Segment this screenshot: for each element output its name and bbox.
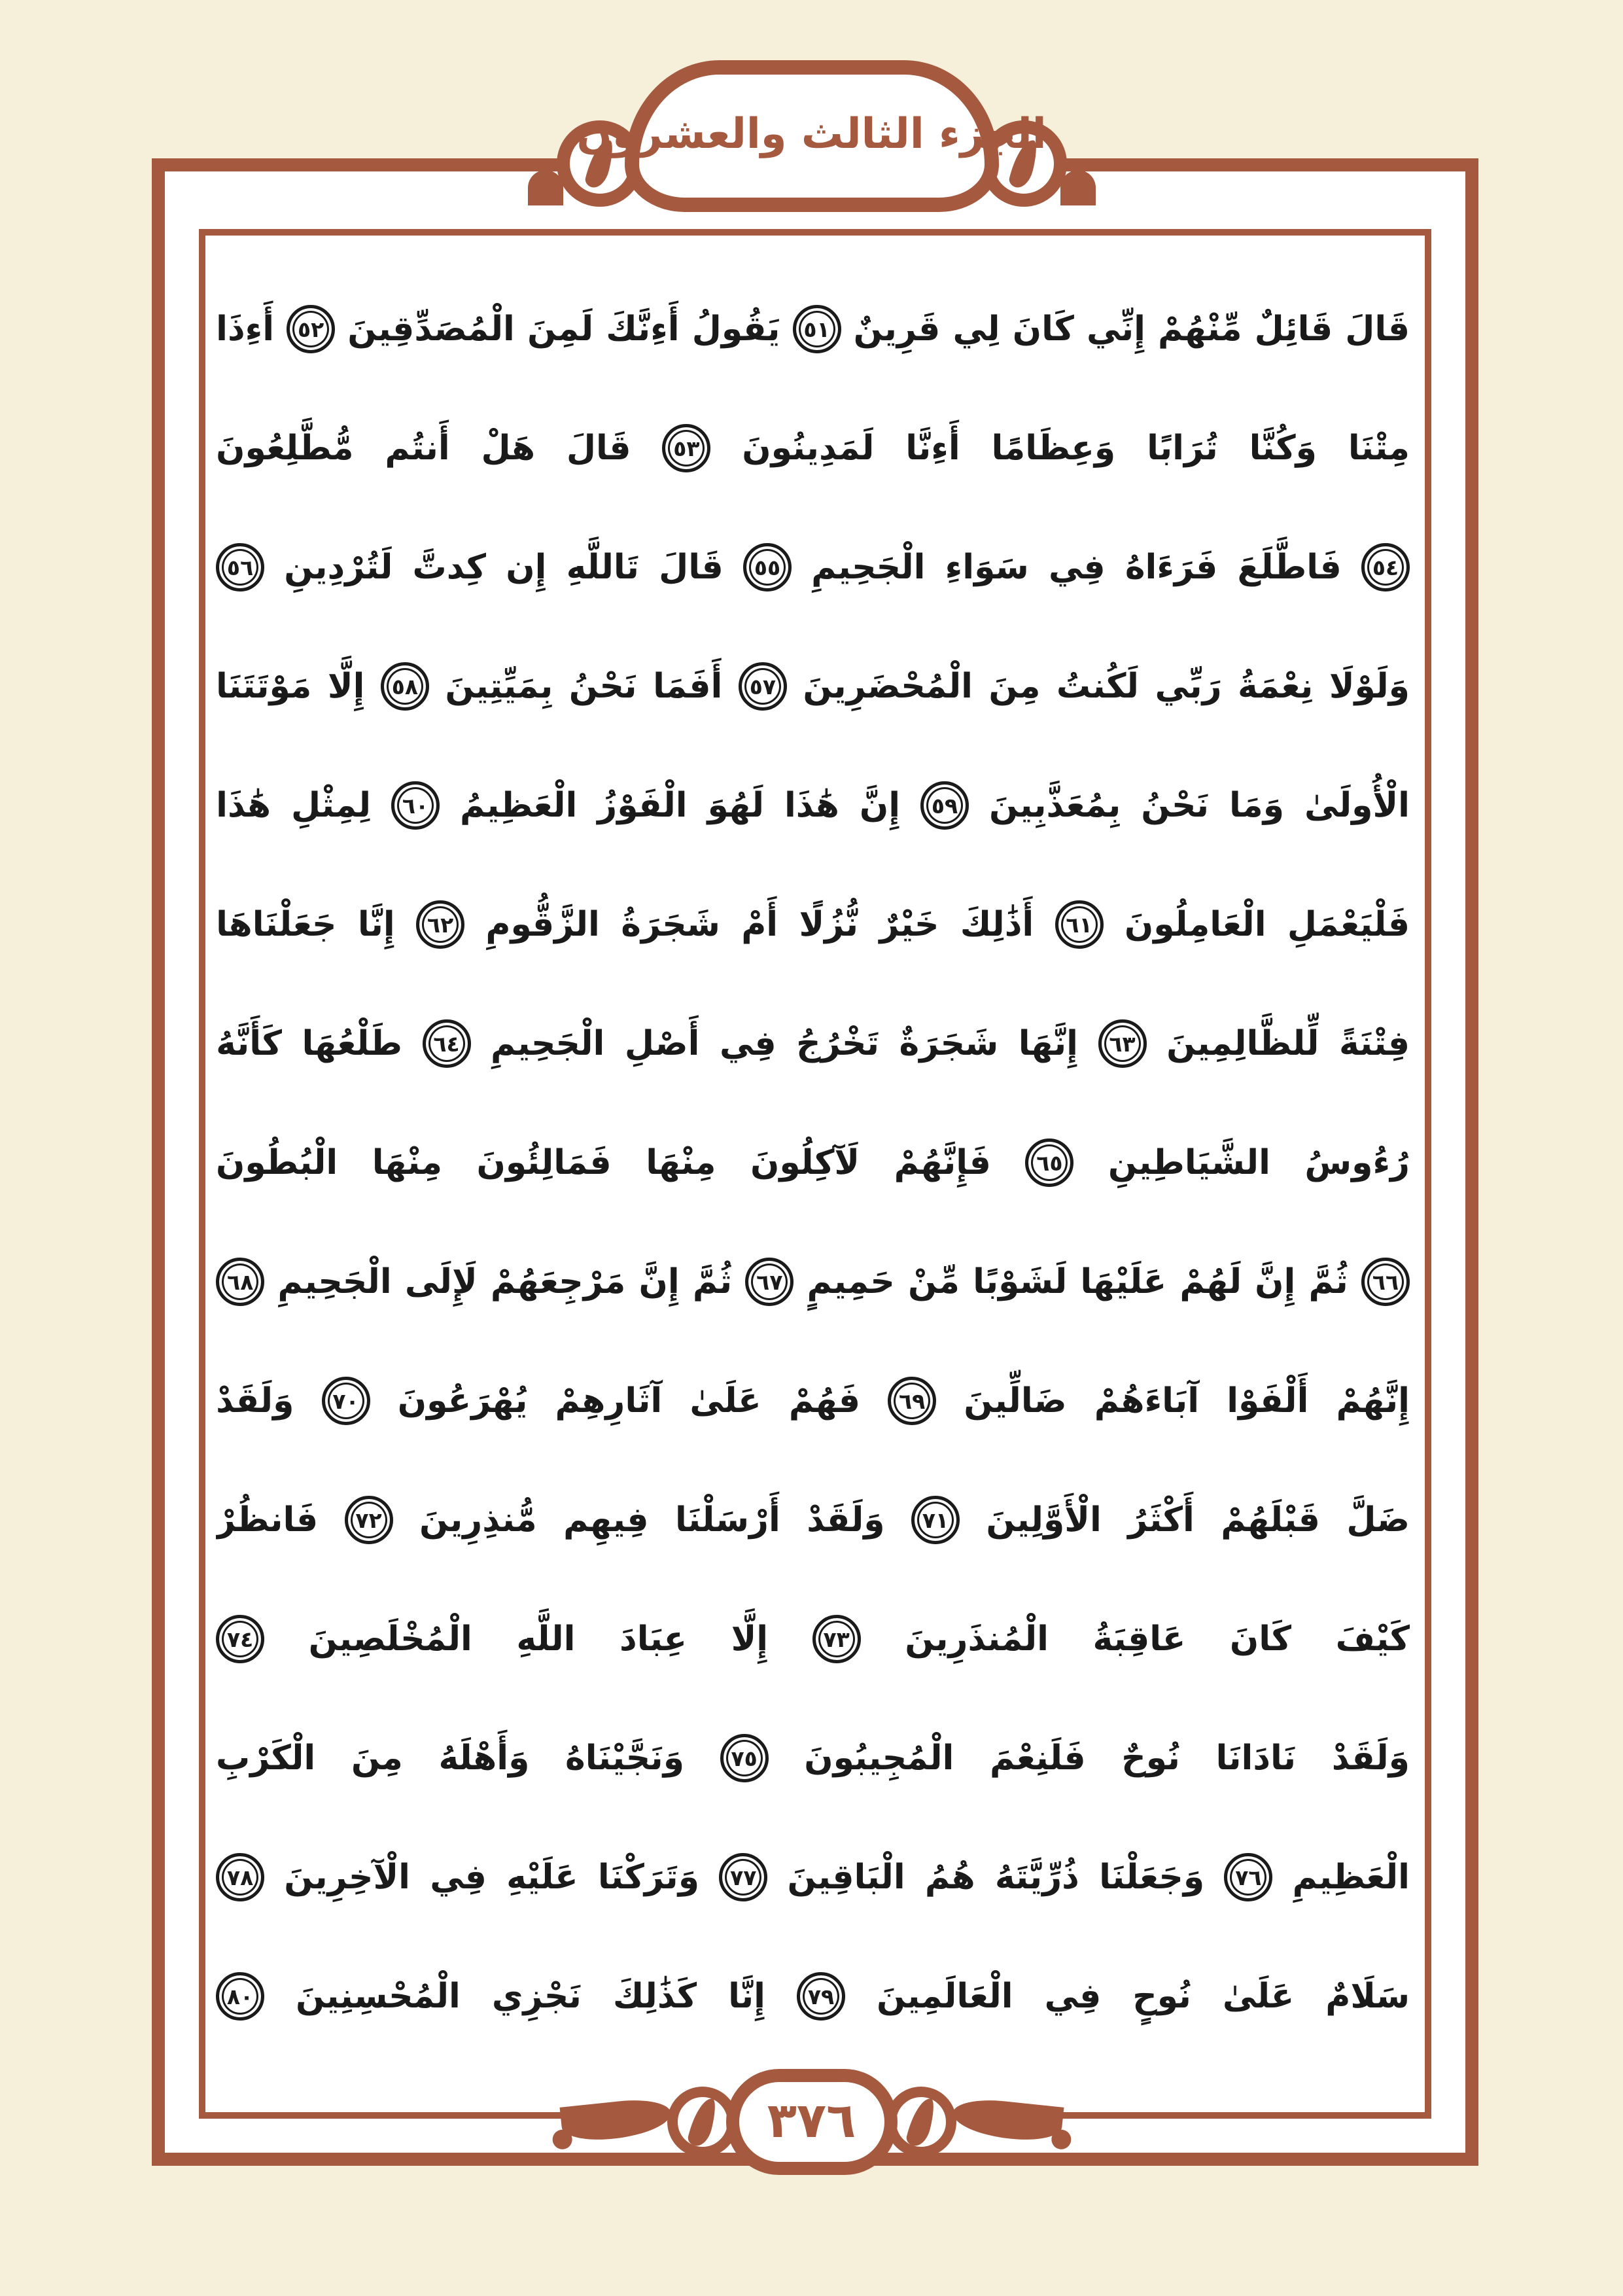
quran-word: الْبَاقِينَ (787, 1858, 905, 1897)
ayah-number-marker: ٧٣ (812, 1615, 861, 1663)
quran-word: هَٰذَا (784, 786, 839, 825)
ayah-number-marker: ٧٤ (216, 1615, 264, 1663)
quran-word: الْأُولَىٰ (1304, 786, 1410, 825)
quran-text-line-8 (216, 1103, 1410, 1222)
quran-word: حَمِيمٍ (807, 1262, 895, 1301)
quran-word: أَصْلِ (624, 1024, 700, 1063)
quran-text-block (216, 270, 1410, 2056)
quran-word: الْأَوَّلِينَ (986, 1500, 1102, 1540)
quran-word: إِنَّا (728, 1977, 765, 2016)
quran-word: أَنتُم (385, 429, 450, 468)
quran-word: كَيْفَ (1335, 1619, 1410, 1659)
quran-word: عَلَيْهَا (1080, 1262, 1167, 1301)
ornament-petal-icon (1060, 170, 1096, 205)
quran-word: يَقُولُ (691, 309, 780, 349)
quran-word: الْعَظِيمِ (1292, 1858, 1410, 1897)
quran-word: آبَاءَهُمْ (1094, 1381, 1200, 1421)
quran-word: الْمُجِيبُونَ (804, 1739, 954, 1778)
quran-word: قَالَ (659, 548, 724, 587)
quran-word: الْمُصَدِّقِينَ (347, 309, 515, 349)
ayah-number-marker: ٦٣ (1098, 1019, 1147, 1068)
quran-text-line-2 (216, 389, 1410, 508)
ayah-number-marker: ٧٢ (345, 1496, 393, 1544)
quran-word: قَرِينٌ (853, 309, 941, 349)
quran-word: الْبُطُونَ (216, 1143, 338, 1182)
quran-word: لَهُمْ (1179, 1262, 1242, 1301)
quran-word: عَلَىٰ (1222, 1977, 1295, 2016)
quran-word: أَمْ (741, 905, 778, 944)
quran-word: الْجَحِيمِ (811, 548, 926, 587)
quran-word: إِنَّ (638, 1262, 680, 1301)
juz-title: الجزء الثالث والعشرون (576, 110, 1047, 158)
ayah-number-marker: ٥٨ (381, 662, 429, 711)
ayah-number-marker: ٦٥ (1025, 1139, 1073, 1187)
quran-word: كَانَ (1012, 309, 1074, 349)
quran-word: قَالَ (1345, 309, 1410, 349)
quran-word: الْمُنذَرِينَ (905, 1619, 1049, 1659)
quran-word: سَوَاءِ (945, 548, 1029, 587)
juz-header-ornament (528, 60, 1096, 212)
ayah-number-marker: ٦٢ (416, 900, 464, 949)
quran-word: إِن (506, 548, 547, 587)
quran-word: كِدتَّ (412, 548, 487, 587)
ayah-number-marker: ٧١ (911, 1496, 960, 1544)
quran-word: نُوحٌ (1121, 1739, 1180, 1778)
ayah-number-marker: ٦١ (1055, 900, 1104, 949)
quran-word: كَأَنَّهُ (216, 1024, 282, 1063)
page-number: ٣٧٦ (767, 2093, 856, 2149)
quran-word: أَءِنَّكَ (606, 309, 680, 349)
quran-word: الْكَرْبِ (216, 1739, 316, 1778)
quran-text-line-10 (216, 1341, 1410, 1460)
quran-word: لَهُوَ (707, 786, 764, 825)
quran-word: لَكُنتُ (1056, 667, 1139, 706)
quran-word: الْمُحْسِنِينَ (296, 1977, 461, 2016)
quran-text-line-15 (216, 1937, 1410, 2056)
quran-word: الْمُحْضَرِينَ (803, 667, 973, 706)
quran-word: إِنِّي (1086, 309, 1145, 349)
quran-word: مِّنْ (907, 1262, 960, 1301)
quran-word: نَادَانَا (1215, 1739, 1297, 1778)
quran-text-line-7 (216, 984, 1410, 1103)
ayah-number-marker: ٦٩ (888, 1377, 936, 1425)
quran-word: لَمَدِينُونَ (742, 429, 875, 468)
quran-word: مُّنذِرِينَ (419, 1500, 537, 1540)
quran-word: فِيهِم (563, 1500, 649, 1540)
quran-word: ذُرِّيَّتَهُ (994, 1858, 1079, 1897)
quran-word: لَشَوْبًا (973, 1262, 1068, 1301)
quran-word: وَلَقَدْ (1331, 1739, 1410, 1778)
quran-word: مِنْهَا (372, 1143, 443, 1182)
quran-word: لِمِثْلِ (291, 786, 372, 825)
quran-word: لَإِلَى (404, 1262, 478, 1301)
quran-word: عَلَىٰ (689, 1381, 761, 1421)
quran-word: آثَارِهِمْ (555, 1381, 663, 1421)
quran-word: عَاقِبَةُ (1092, 1619, 1186, 1659)
quran-word: فَهُمْ (788, 1381, 860, 1421)
ayah-number-marker: ٦٠ (391, 781, 440, 830)
quran-word: فَمَالِئُونَ (476, 1143, 612, 1182)
quran-word: فَرَءَاهُ (1125, 548, 1218, 587)
quran-word: كَانَ (1229, 1619, 1292, 1659)
quran-word: فَلْيَعْمَلِ (1287, 905, 1410, 944)
quran-word: أَكْثَرُ (1128, 1500, 1195, 1540)
quran-word: وَعِظَامًا (991, 429, 1116, 468)
ayah-number-marker: ٨٠ (216, 1972, 264, 2021)
ayah-number-marker: ٦٤ (423, 1019, 471, 1068)
quran-word: نَحْنُ (568, 667, 637, 706)
quran-word: أَذَٰلِكَ (960, 905, 1034, 944)
quran-word: عَلَيْهِ (506, 1858, 578, 1897)
quran-word: ثُمَّ (692, 1262, 733, 1301)
quran-word: شَجَرَةُ (621, 905, 720, 944)
quran-word: رُءُوسُ (1304, 1143, 1410, 1182)
quran-word: لِّلظَّالِمِينَ (1166, 1024, 1319, 1063)
quran-word: تَخْرُجُ (796, 1024, 879, 1063)
teardrop-motif-icon (686, 2095, 718, 2148)
ornament-wing-icon (559, 2096, 672, 2144)
quran-word: يُهْرَعُونَ (397, 1381, 528, 1421)
quran-word: نَجْزِي (491, 1977, 582, 2016)
page-number-cartouche (726, 2069, 898, 2175)
quran-word: فِتْنَةً (1338, 1024, 1410, 1063)
quran-word: الْعَظِيمُ (459, 786, 578, 825)
quran-word: مِنَ (988, 667, 1041, 706)
quran-word: فِي (719, 1024, 777, 1063)
quran-word: وَمَا (1229, 786, 1285, 825)
ayah-number-marker: ٥٧ (739, 662, 787, 711)
quran-word: فِي (1044, 1977, 1102, 2016)
quran-word: وَكُنَّا (1249, 429, 1317, 468)
ayah-number-marker: ٥١ (793, 305, 841, 353)
quran-word: أَرْسَلْنَا (674, 1500, 780, 1540)
quran-word: مَرْجِعَهُمْ (490, 1262, 626, 1301)
quran-word: إِلَّا (327, 667, 365, 706)
quran-word: تَاللَّهِ (566, 548, 639, 587)
quran-word: طَلْعُهَا (302, 1024, 402, 1063)
quran-text-line-6 (216, 865, 1410, 984)
quran-word: فَانظُرْ (216, 1500, 319, 1540)
quran-word: لَآكِلُونَ (750, 1143, 860, 1182)
quran-word: قَبْلَهُمْ (1221, 1500, 1320, 1540)
quran-word: هَٰذَا (216, 786, 271, 825)
page-number-ornament (561, 2069, 1062, 2175)
quran-word: نَحْنُ (1141, 786, 1210, 825)
quran-word: قَائِلٌ (1254, 309, 1333, 349)
quran-word: ضَلَّ (1346, 1500, 1410, 1540)
ayah-number-marker: ٥٢ (287, 305, 335, 353)
quran-word: مِتْنَا (1348, 429, 1410, 468)
quran-word: أَفَمَا (653, 667, 723, 706)
quran-word: أَءِذَا (216, 309, 275, 349)
quran-word: الْفَوْزُ (597, 786, 688, 825)
quran-word: وَلَقَدْ (216, 1381, 294, 1421)
quran-word: خَيْرٌ (879, 905, 939, 944)
teardrop-motif-icon (905, 2095, 937, 2148)
quran-word: إِنَّهَا (1018, 1024, 1078, 1063)
quran-text-line-1 (216, 270, 1410, 389)
ayah-number-marker: ٥٣ (662, 424, 710, 472)
quran-text-line-13 (216, 1699, 1410, 1818)
quran-word: اللَّهِ (516, 1619, 576, 1659)
quran-word: وَنَجَّيْنَاهُ (565, 1739, 685, 1778)
ayah-number-marker: ٧٨ (216, 1853, 264, 1901)
quran-word: فِي (430, 1858, 487, 1897)
quran-word: كَذَٰلِكَ (612, 1977, 697, 2016)
quran-word: الْعَامِلُونَ (1124, 905, 1266, 944)
quran-text-line-9 (216, 1222, 1410, 1341)
quran-word: مِنْهَا (646, 1143, 716, 1182)
quran-word: فَإِنَّهُمْ (894, 1143, 991, 1182)
ayah-number-marker: ٥٤ (1361, 543, 1410, 592)
quran-word: لِي (952, 309, 1000, 349)
quran-word: مِنَ (351, 1739, 403, 1778)
quran-word: بِمُعَذَّبِينَ (988, 786, 1121, 825)
quran-word: وَأَهْلَهُ (438, 1739, 530, 1778)
quran-word: مَوْتَتَنَا (216, 667, 312, 706)
quran-word: فِي (1048, 548, 1106, 587)
quran-word: الْعَالَمِينَ (876, 1977, 1013, 2016)
quran-word: نُوحٍ (1132, 1977, 1191, 2016)
quran-word: الْجَحِيمِ (277, 1262, 392, 1301)
quran-word: ضَالِّينَ (964, 1381, 1067, 1421)
ayah-number-marker: ٥٩ (920, 781, 969, 830)
quran-word: تُرَابًا (1147, 429, 1218, 468)
quran-word: جَعَلْنَاهَا (216, 905, 337, 944)
ayah-number-marker: ٦٨ (216, 1258, 264, 1306)
quran-word: وَجَعَلْنَا (1099, 1858, 1205, 1897)
ornament-wing-icon (951, 2096, 1064, 2144)
quran-word: إِنَّا (357, 905, 395, 944)
quran-word: فَاطَّلَعَ (1237, 548, 1342, 587)
quran-word: الْآخِرِينَ (284, 1858, 410, 1897)
quran-word: الْمُخْلَصِينَ (308, 1619, 472, 1659)
quran-word: سَلَامٌ (1325, 1977, 1410, 2016)
quran-text-line-4 (216, 627, 1410, 746)
juz-title-cartouche (576, 60, 1047, 212)
ayah-number-marker: ٦٦ (1361, 1258, 1410, 1306)
ayah-number-marker: ٥٥ (743, 543, 792, 592)
ayah-number-marker: ٥٦ (216, 543, 264, 592)
quran-word: الشَّيَاطِينِ (1108, 1143, 1270, 1182)
quran-word: فَلَنِعْمَ (989, 1739, 1086, 1778)
quran-text-line-3 (216, 508, 1410, 627)
quran-word: بِمَيِّتِينَ (445, 667, 553, 706)
quran-word: لَمِنَ (527, 309, 594, 349)
quran-word: إِنَّهُمْ (1336, 1381, 1410, 1421)
ayah-number-marker: ٧٩ (797, 1972, 845, 2021)
ayah-number-marker: ٧٧ (719, 1853, 767, 1901)
ayah-number-marker: ٦٧ (745, 1258, 794, 1306)
quran-word: هَلْ (481, 429, 536, 468)
ayah-number-marker: ٧٠ (322, 1377, 370, 1425)
quran-word: مُّطَّلِعُونَ (216, 429, 354, 468)
quran-word: هُمُ (924, 1858, 975, 1897)
ayah-number-marker: ٧٥ (720, 1734, 769, 1782)
quran-word: الزَّقُّومِ (485, 905, 600, 944)
quran-word: عِبَادَ (620, 1619, 688, 1659)
quran-word: ثُمَّ (1308, 1262, 1348, 1301)
quran-word: لَتُرْدِينِ (284, 548, 393, 587)
quran-word: إِلَّا (731, 1619, 769, 1659)
quran-word: إِنَّ (1255, 1262, 1296, 1301)
quran-word: نِعْمَةُ (1238, 667, 1314, 706)
quran-text-line-5 (216, 746, 1410, 865)
quran-word: قَالَ (566, 429, 631, 468)
ayah-number-marker: ٧٦ (1224, 1853, 1272, 1901)
quran-word: الْجَحِيمِ (491, 1024, 605, 1063)
quran-text-line-12 (216, 1580, 1410, 1699)
quran-word: وَلَوْلَا (1329, 667, 1410, 706)
quran-text-line-11 (216, 1460, 1410, 1580)
quran-text-line-14 (216, 1818, 1410, 1937)
quran-word: نُّزُلًا (799, 905, 859, 944)
quran-word: رَبِّي (1155, 667, 1222, 706)
quran-word: إِنَّ (859, 786, 901, 825)
quran-word: أَلْفَوْا (1227, 1381, 1309, 1421)
quran-word: أَءِنَّا (905, 429, 960, 468)
quran-word: مِّنْهُمْ (1158, 309, 1242, 349)
quran-word: وَتَرَكْنَا (597, 1858, 700, 1897)
quran-word: وَلَقَدْ (807, 1500, 885, 1540)
quran-word: شَجَرَةٌ (899, 1024, 999, 1063)
